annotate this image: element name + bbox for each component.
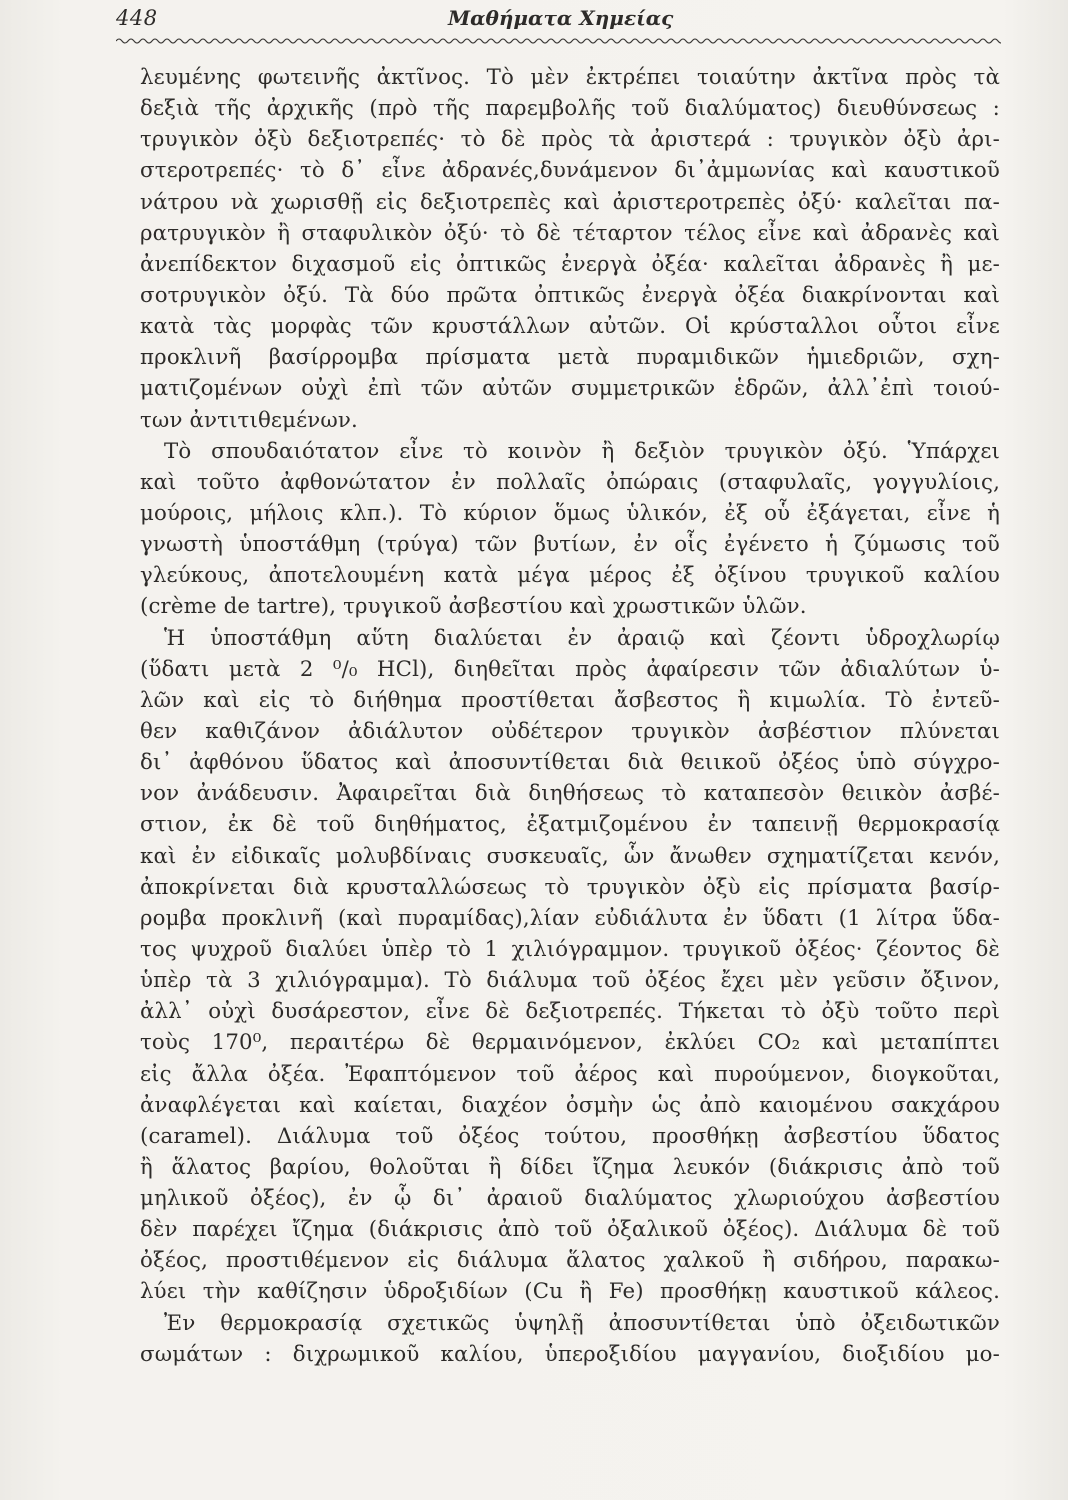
text-line: ρομβα προκλινῆ (καὶ πυραμίδας),λίαν εὐδιάλυτα ἐν ὕδατι (1 λίτρα ὕδα- [140, 905, 1000, 931]
text-line: θεν καθιζάνον ἀδιάλυτον οὐδέτερον τρυγικὸν ἀσβέστιον πλύνεται [140, 718, 1000, 744]
text-line: ἀποκρίνεται διὰ κρυσταλλώσεως τὸ τρυγικὸν ὀξὺ εἰς πρίσματα βασίρ- [140, 874, 1000, 900]
text-line: των ἀντιτιθεμένων. [140, 407, 358, 433]
body-text [140, 62, 1000, 1370]
page-number: 448 [116, 6, 158, 30]
text-line: ὀξέος, προστιθέμενον εἰς διάλυμα ἅλατος χαλκοῦ ἢ σιδήρου, παρακω- [140, 1248, 1000, 1274]
text-line: δι᾿ ἀφθόνου ὕδατος καὶ ἀποσυντίθεται διὰ θειικοῦ ὀξέος ὑπὸ σύγχρο- [140, 750, 1000, 776]
text-line: γνωστὴ ὑποστάθμη (τρύγα) τῶν βυτίων, ἐν οἷς ἐγένετο ἡ ζύμωσις τοῦ [140, 532, 1000, 558]
running-title: Μαθήματα Χημείας [448, 6, 674, 30]
text-line: δὲν παρέχει ἴζημα (διάκρισις ἀπὸ τοῦ ὀξαλικοῦ ὀξέος). Διάλυμα δὲ τοῦ [140, 1217, 1000, 1243]
text-line: λῶν καὶ εἰς τὸ διήθημα προστίθεται ἄσβεστος ἢ κιμωλία. Τὸ ἐντεῦ- [140, 687, 1000, 713]
text-line: τος ψυχροῦ διαλύει ὑπὲρ τὸ 1 χιλιόγραμμον. τρυγικοῦ ὀξέος· ζέοντος δὲ [140, 936, 1000, 962]
text-line: (crème de tartre), τρυγικοῦ ἀσβεστίου καὶ χρωστικῶν ὑλῶν. [140, 594, 807, 620]
text-line: ὑπὲρ τὰ 3 χιλιόγραμμα). Τὸ διάλυμα τοῦ ὀξέος ἔχει μὲν γεῦσιν ὄξινον, [140, 968, 1000, 994]
text-line: εἰς ἄλλα ὀξέα. Ἐφαπτόμενον τοῦ ἀέρος καὶ πυρούμενον, διογκοῦται, [140, 1061, 1000, 1087]
text-line: ρατρυγικὸν ἢ σταφυλικὸν ὀξύ· τὸ δὲ τέταρτον τέλος εἶνε καὶ ἀδρανὲς καὶ [140, 220, 1000, 246]
text-line: ἀλλ᾿ οὐχὶ δυσάρεστον, εἶνε δὲ δεξιοτρεπές. Τήκεται τὸ ὀξὺ τοῦτο περὶ [140, 999, 1000, 1025]
text-line: τρυγικὸν ὀξὺ δεξιοτρεπές· τὸ δὲ πρὸς τὰ ἀριστερά : τρυγικὸν ὀξὺ ἀρι- [140, 127, 1000, 153]
text-line: σοτρυγικὸν ὀξύ. Τὰ δύο πρῶτα ὀπτικῶς ἐνεργὰ ὀξέα διακρίνονται καὶ [140, 282, 1000, 308]
text-line: (ὕδατι μετὰ 2 ⁰/₀ HCl), διηθεῖται πρὸς ἀφαίρεσιν τῶν ἀδιαλύτων ὑ- [140, 656, 1000, 682]
text-line: σωμάτων : διχρωμικοῦ καλίου, ὑπεροξιδίου μαγγανίου, διοξιδίου μο- [140, 1341, 1000, 1367]
decorative-wavy-rule [116, 34, 1001, 48]
text-line: καὶ ἐν εἰδικαῖς μολυβδίναις συσκευαῖς, ὧν ἄνωθεν σχηματίζεται κενόν, [140, 843, 1000, 869]
text-line: προκλινῆ βασίρρομβα πρίσματα μετὰ πυραμιδικῶν ἡμιεδριῶν, σχη- [140, 345, 1000, 371]
text-line: δεξιὰ τῆς ἀρχικῆς (πρὸ τῆς παρεμβολῆς τοῦ διαλύματος) διευθύνσεως : [140, 96, 1000, 122]
text-line: Ἡ ὑποστάθμη αὕτη διαλύεται ἐν ἀραιῷ καὶ ζέοντι ὑδροχλωρίῳ [164, 625, 1000, 651]
text-line: στεροτρεπές· τὸ δ᾿ εἶνε ἀδρανές,δυνάμενον δι᾿ἀμμωνίας καὶ καυστικοῦ [140, 158, 1000, 184]
text-line: (caramel). Διάλυμα τοῦ ὀξέος τούτου, προσθήκῃ ἀσβεστίου ὕδατος [140, 1123, 1000, 1149]
text-line: μηλικοῦ ὀξέος), ἐν ᾧ δι᾿ ἀραιοῦ διαλύματος χλωριούχου ἀσβεστίου [140, 1186, 1000, 1212]
text-line: κατὰ τὰς μορφὰς τῶν κρυστάλλων αὐτῶν. Οἱ κρύσταλλοι οὗτοι εἶνε [140, 314, 1000, 340]
text-line: νάτρου νὰ χωρισθῇ εἰς δεξιοτρεπὲς καὶ ἀριστεροτρεπὲς ὀξύ· καλεῖται πα- [140, 189, 1000, 215]
text-line: γλεύκους, ἀποτελουμένη κατὰ μέγα μέρος ἐξ ὀξίνου τρυγικοῦ καλίου [140, 563, 1000, 589]
text-line: ἀναφλέγεται καὶ καίεται, διαχέον ὀσμὴν ὡς ἀπὸ καιομένου σακχάρου [140, 1092, 1000, 1118]
text-line: ματιζομένων οὐχὶ ἐπὶ τῶν αὐτῶν συμμετρικῶν ἑδρῶν, ἀλλ᾿ἐπὶ τοιού- [140, 376, 1000, 402]
text-line: καὶ τοῦτο ἀφθονώτατον ἐν πολλαῖς ὀπώραις (σταφυλαῖς, γογγυλίοις, [140, 469, 1000, 495]
text-line: λευμένης φωτεινῆς ἀκτῖνος. Τὸ μὲν ἐκτρέπει τοιαύτην ἀκτῖνα πρὸς τὰ [140, 65, 1000, 90]
text-line: νον ἀνάδευσιν. Ἀφαιρεῖται διὰ διηθήσεως τὸ καταπεσὸν θειικὸν ἀσβέ- [140, 781, 1000, 807]
page-header [116, 2, 1001, 36]
text-line: στιον, ἐκ δὲ τοῦ διηθήματος, ἐξατμιζομένου ἐν ταπεινῇ θερμοκρασίᾳ [140, 812, 1000, 838]
text-line: λύει τὴν καθίζησιν ὑδροξιδίων (Cu ἢ Fe) προσθήκῃ καυστικοῦ κάλεος. [140, 1279, 1000, 1305]
text-line: ἀνεπίδεκτον διχασμοῦ εἰς ὀπτικῶς ἐνεργὰ ὀξέα· καλεῖται ἀδρανὲς ἢ με- [140, 251, 1000, 277]
text-line: Τὸ σπουδαιότατον εἶνε τὸ κοινὸν ἢ δεξιὸν τρυγικὸν ὀξύ. Ὑπάρχει [164, 438, 1000, 464]
text-line: ἢ ἅλατος βαρίου, θολοῦται ἢ δίδει ἴζημα λευκόν (διάκρισις ἀπὸ τοῦ [140, 1154, 1000, 1180]
text-line: Ἐν θερμοκρασίᾳ σχετικῶς ὑψηλῇ ἀποσυντίθεται ὑπὸ ὀξειδωτικῶν [164, 1310, 1000, 1336]
text-line: τοὺς 170⁰, περαιτέρω δὲ θερμαινόμενον, ἐκλύει CO₂ καὶ μεταπίπτει [140, 1030, 1000, 1056]
text-line: μούροις, μήλοις κλπ.). Τὸ κύριον ὅμως ὑλικόν, ἐξ οὗ ἐξάγεται, εἶνε ἡ [140, 500, 1000, 526]
